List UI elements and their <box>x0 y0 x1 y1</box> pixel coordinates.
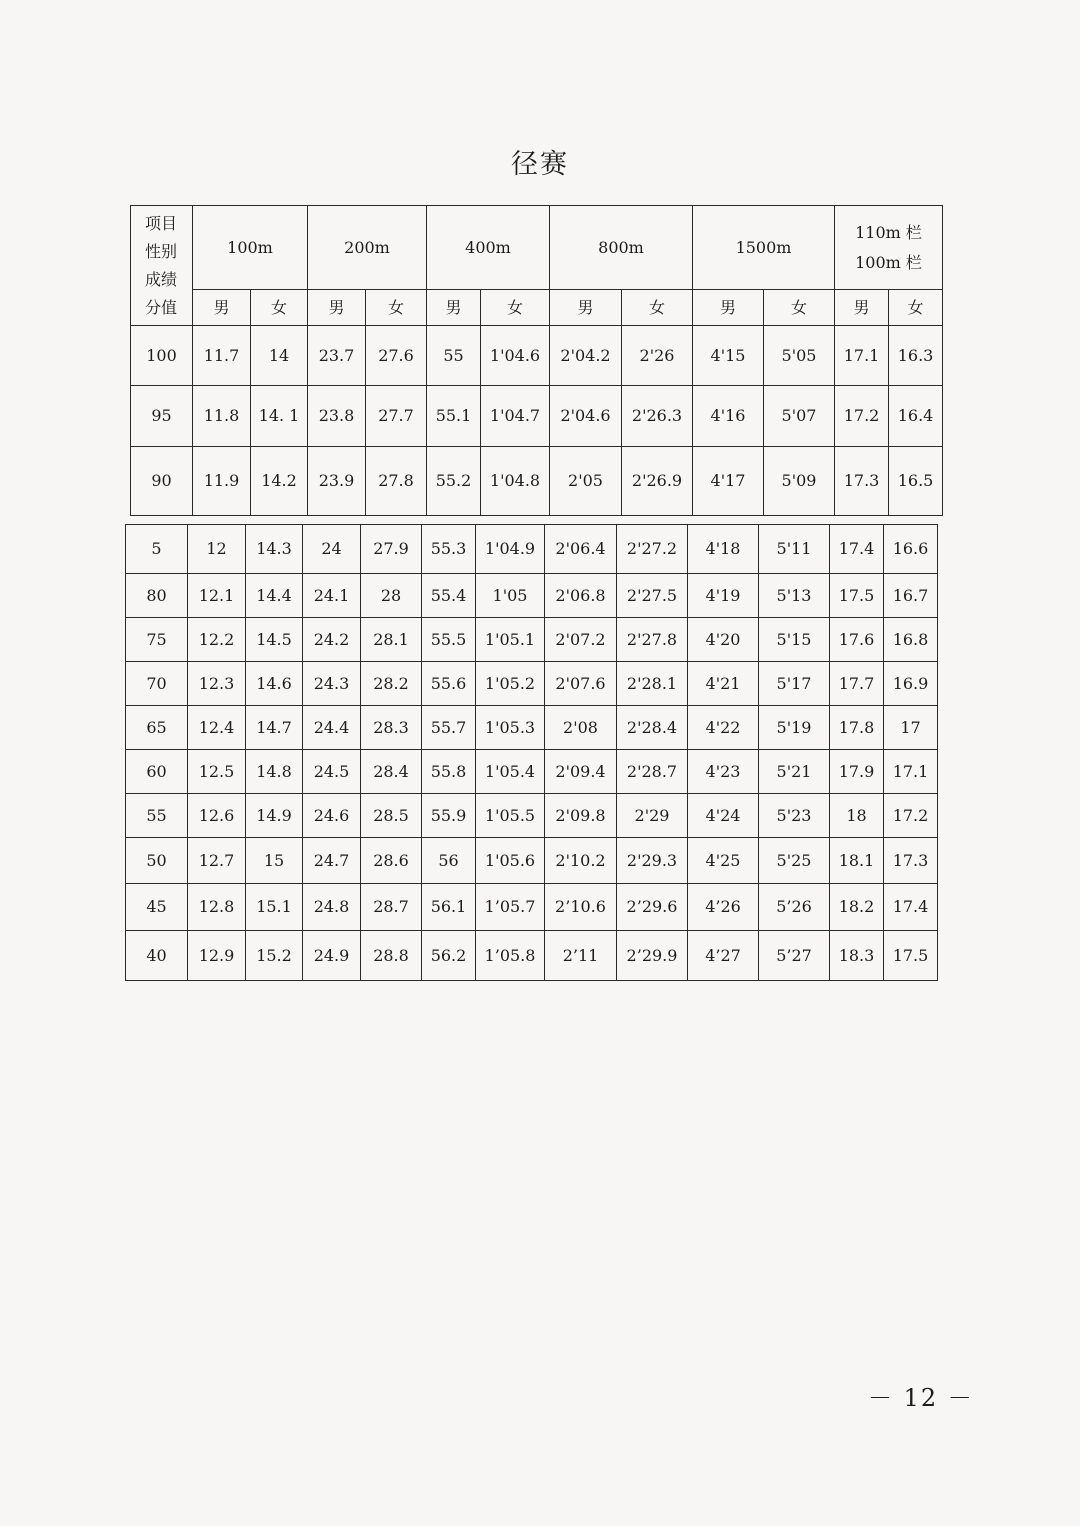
time-cell: 4'19 <box>688 574 759 618</box>
time-cell: 2'27.8 <box>617 618 688 662</box>
time-cell: 55.7 <box>422 706 476 750</box>
score-cell: 70 <box>126 662 188 706</box>
time-cell: 17.8 <box>830 706 884 750</box>
event-header-line: 100m 栏 <box>855 252 922 272</box>
time-cell: 2'07.2 <box>545 618 617 662</box>
time-cell: 5'15 <box>759 618 830 662</box>
gender-header: 女 <box>889 290 943 326</box>
time-cell: 23.8 <box>308 386 366 447</box>
time-cell: 17.3 <box>884 838 938 884</box>
time-cell: 17.5 <box>830 574 884 618</box>
table-row <box>131 386 943 447</box>
time-cell: 5'09 <box>764 447 835 516</box>
gender-header: 女 <box>366 290 427 326</box>
page-number: － 12 － <box>868 1384 974 1412</box>
time-cell: 12.7 <box>188 838 246 884</box>
score-cell: 45 <box>126 884 188 931</box>
time-cell: 5'23 <box>759 794 830 838</box>
time-cell: 2'27.5 <box>617 574 688 618</box>
time-cell: 56.2 <box>422 931 476 981</box>
time-cell: 17.3 <box>835 447 889 516</box>
time-cell: 1’05.7 <box>476 884 545 931</box>
time-cell: 55 <box>427 326 481 386</box>
time-cell: 28.4 <box>361 750 422 794</box>
time-cell: 14.8 <box>246 750 303 794</box>
time-cell: 17.2 <box>884 794 938 838</box>
time-cell: 16.9 <box>884 662 938 706</box>
time-cell: 4'21 <box>688 662 759 706</box>
time-cell: 55.8 <box>422 750 476 794</box>
time-cell: 24.4 <box>303 706 361 750</box>
time-cell: 4’26 <box>688 884 759 931</box>
time-cell: 24.9 <box>303 931 361 981</box>
time-cell: 28.7 <box>361 884 422 931</box>
table-row <box>126 662 938 706</box>
time-cell: 1’05.8 <box>476 931 545 981</box>
time-cell: 28.5 <box>361 794 422 838</box>
time-cell: 5'17 <box>759 662 830 706</box>
header-corner-cell <box>131 206 193 326</box>
time-cell: 4'17 <box>693 447 764 516</box>
time-cell: 14. 1 <box>251 386 308 447</box>
time-cell: 12.8 <box>188 884 246 931</box>
gender-header: 女 <box>481 290 550 326</box>
event-header-line: 110m 栏 <box>855 222 922 242</box>
time-cell: 2'26.9 <box>622 447 693 516</box>
time-cell: 5'21 <box>759 750 830 794</box>
time-cell: 12.1 <box>188 574 246 618</box>
time-cell: 12.6 <box>188 794 246 838</box>
time-cell: 28.3 <box>361 706 422 750</box>
score-cell: 65 <box>126 706 188 750</box>
time-cell: 12.3 <box>188 662 246 706</box>
time-cell: 56.1 <box>422 884 476 931</box>
score-cell: 80 <box>126 574 188 618</box>
time-cell: 23.9 <box>308 447 366 516</box>
time-cell: 4’27 <box>688 931 759 981</box>
event-header: 100m <box>193 206 308 290</box>
score-cell: 55 <box>126 794 188 838</box>
time-cell: 1'05 <box>476 574 545 618</box>
time-cell: 12.4 <box>188 706 246 750</box>
score-cell: 75 <box>126 618 188 662</box>
time-cell: 14 <box>251 326 308 386</box>
time-cell: 4'24 <box>688 794 759 838</box>
time-cell: 12.9 <box>188 931 246 981</box>
page-title: 径赛 <box>511 149 569 180</box>
time-cell: 17.7 <box>830 662 884 706</box>
time-cell: 16.4 <box>889 386 943 447</box>
time-cell: 1'05.6 <box>476 838 545 884</box>
table-row <box>131 326 943 386</box>
score-cell: 90 <box>131 447 193 516</box>
time-cell: 14.2 <box>251 447 308 516</box>
time-cell: 4'25 <box>688 838 759 884</box>
score-table-top <box>130 205 943 516</box>
time-cell: 2'28.4 <box>617 706 688 750</box>
time-cell: 2'28.7 <box>617 750 688 794</box>
gender-header: 女 <box>251 290 308 326</box>
time-cell: 18 <box>830 794 884 838</box>
time-cell: 5'13 <box>759 574 830 618</box>
time-cell: 2'28.1 <box>617 662 688 706</box>
time-cell: 27.8 <box>366 447 427 516</box>
time-cell: 17.5 <box>884 931 938 981</box>
score-table-bottom <box>125 524 938 981</box>
time-cell: 16.3 <box>889 326 943 386</box>
time-cell: 24.3 <box>303 662 361 706</box>
time-cell: 5’27 <box>759 931 830 981</box>
time-cell: 4'15 <box>693 326 764 386</box>
time-cell: 11.8 <box>193 386 251 447</box>
gender-header: 男 <box>427 290 481 326</box>
time-cell: 2’11 <box>545 931 617 981</box>
time-cell: 17.9 <box>830 750 884 794</box>
time-cell: 17.1 <box>835 326 889 386</box>
time-cell: 14.7 <box>246 706 303 750</box>
time-cell: 24.2 <box>303 618 361 662</box>
table-row <box>126 618 938 662</box>
time-cell: 4'23 <box>688 750 759 794</box>
time-cell: 4'22 <box>688 706 759 750</box>
time-cell: 11.9 <box>193 447 251 516</box>
time-cell: 2'29.3 <box>617 838 688 884</box>
time-cell: 14.6 <box>246 662 303 706</box>
table-row <box>126 706 938 750</box>
time-cell: 5'25 <box>759 838 830 884</box>
time-cell: 28.8 <box>361 931 422 981</box>
time-cell: 55.4 <box>422 574 476 618</box>
time-cell: 18.1 <box>830 838 884 884</box>
time-cell: 16.7 <box>884 574 938 618</box>
time-cell: 28.2 <box>361 662 422 706</box>
time-cell: 24.1 <box>303 574 361 618</box>
time-cell: 24 <box>303 525 361 574</box>
corner-label: 项目 <box>145 213 178 233</box>
event-header: 800m <box>550 206 693 290</box>
time-cell: 17 <box>884 706 938 750</box>
time-cell: 2'05 <box>550 447 622 516</box>
time-cell: 12 <box>188 525 246 574</box>
time-cell: 28 <box>361 574 422 618</box>
time-cell: 14.3 <box>246 525 303 574</box>
event-header-hurdles <box>835 206 943 290</box>
time-cell: 23.7 <box>308 326 366 386</box>
time-cell: 2’10.6 <box>545 884 617 931</box>
time-cell: 15.2 <box>246 931 303 981</box>
time-cell: 24.7 <box>303 838 361 884</box>
time-cell: 2'04.2 <box>550 326 622 386</box>
time-cell: 17.4 <box>830 525 884 574</box>
table-row <box>131 447 943 516</box>
time-cell: 2'29 <box>617 794 688 838</box>
time-cell: 16.8 <box>884 618 938 662</box>
time-cell: 55.1 <box>427 386 481 447</box>
score-cell: 60 <box>126 750 188 794</box>
event-header-row <box>131 206 943 290</box>
time-cell: 15 <box>246 838 303 884</box>
table-row <box>126 838 938 884</box>
time-cell: 2'06.4 <box>545 525 617 574</box>
time-cell: 1'04.9 <box>476 525 545 574</box>
time-cell: 2'09.4 <box>545 750 617 794</box>
time-cell: 55.6 <box>422 662 476 706</box>
time-cell: 2'09.8 <box>545 794 617 838</box>
time-cell: 1'05.1 <box>476 618 545 662</box>
corner-label: 成绩 <box>145 269 178 289</box>
time-cell: 15.1 <box>246 884 303 931</box>
time-cell: 5'19 <box>759 706 830 750</box>
time-cell: 5'07 <box>764 386 835 447</box>
time-cell: 1'05.3 <box>476 706 545 750</box>
time-cell: 27.9 <box>361 525 422 574</box>
time-cell: 2'26.3 <box>622 386 693 447</box>
time-cell: 4'18 <box>688 525 759 574</box>
gender-header: 女 <box>764 290 835 326</box>
gender-header: 女 <box>622 290 693 326</box>
time-cell: 1'04.7 <box>481 386 550 447</box>
time-cell: 14.5 <box>246 618 303 662</box>
time-cell: 14.9 <box>246 794 303 838</box>
time-cell: 14.4 <box>246 574 303 618</box>
time-cell: 12.2 <box>188 618 246 662</box>
time-cell: 28.6 <box>361 838 422 884</box>
time-cell: 16.6 <box>884 525 938 574</box>
event-header: 200m <box>308 206 427 290</box>
time-cell: 5'05 <box>764 326 835 386</box>
time-cell: 17.2 <box>835 386 889 447</box>
time-cell: 1'05.4 <box>476 750 545 794</box>
gender-header: 男 <box>835 290 889 326</box>
time-cell: 17.1 <box>884 750 938 794</box>
time-cell: 5’26 <box>759 884 830 931</box>
time-cell: 1'04.6 <box>481 326 550 386</box>
time-cell: 56 <box>422 838 476 884</box>
table-row <box>126 931 938 981</box>
time-cell: 5'11 <box>759 525 830 574</box>
time-cell: 2’29.6 <box>617 884 688 931</box>
corner-label: 分值 <box>145 297 178 317</box>
event-header: 1500m <box>693 206 835 290</box>
time-cell: 17.6 <box>830 618 884 662</box>
time-cell: 12.5 <box>188 750 246 794</box>
time-cell: 55.2 <box>427 447 481 516</box>
corner-label: 性别 <box>145 241 178 261</box>
score-cell: 100 <box>131 326 193 386</box>
score-cell: 5 <box>126 525 188 574</box>
time-cell: 24.8 <box>303 884 361 931</box>
time-cell: 18.2 <box>830 884 884 931</box>
time-cell: 17.4 <box>884 884 938 931</box>
time-cell: 28.1 <box>361 618 422 662</box>
time-cell: 4'16 <box>693 386 764 447</box>
score-cell: 40 <box>126 931 188 981</box>
time-cell: 2'10.2 <box>545 838 617 884</box>
time-cell: 2’29.9 <box>617 931 688 981</box>
time-cell: 2'27.2 <box>617 525 688 574</box>
time-cell: 11.7 <box>193 326 251 386</box>
gender-header: 男 <box>693 290 764 326</box>
time-cell: 2'06.8 <box>545 574 617 618</box>
event-header: 400m <box>427 206 550 290</box>
time-cell: 2'08 <box>545 706 617 750</box>
score-cell: 95 <box>131 386 193 447</box>
time-cell: 18.3 <box>830 931 884 981</box>
time-cell: 2'07.6 <box>545 662 617 706</box>
time-cell: 1'05.5 <box>476 794 545 838</box>
time-cell: 24.6 <box>303 794 361 838</box>
gender-header-row <box>131 290 943 326</box>
table-row <box>126 750 938 794</box>
table-row <box>126 884 938 931</box>
gender-header: 男 <box>550 290 622 326</box>
table-row <box>126 794 938 838</box>
time-cell: 24.5 <box>303 750 361 794</box>
time-cell: 16.5 <box>889 447 943 516</box>
time-cell: 2'04.6 <box>550 386 622 447</box>
time-cell: 4'20 <box>688 618 759 662</box>
time-cell: 27.7 <box>366 386 427 447</box>
time-cell: 55.9 <box>422 794 476 838</box>
gender-header: 男 <box>193 290 251 326</box>
time-cell: 55.3 <box>422 525 476 574</box>
time-cell: 27.6 <box>366 326 427 386</box>
time-cell: 1'05.2 <box>476 662 545 706</box>
table-row <box>126 574 938 618</box>
table-row <box>126 525 938 574</box>
time-cell: 1'04.8 <box>481 447 550 516</box>
gender-header: 男 <box>308 290 366 326</box>
score-cell: 50 <box>126 838 188 884</box>
time-cell: 55.5 <box>422 618 476 662</box>
time-cell: 2'26 <box>622 326 693 386</box>
